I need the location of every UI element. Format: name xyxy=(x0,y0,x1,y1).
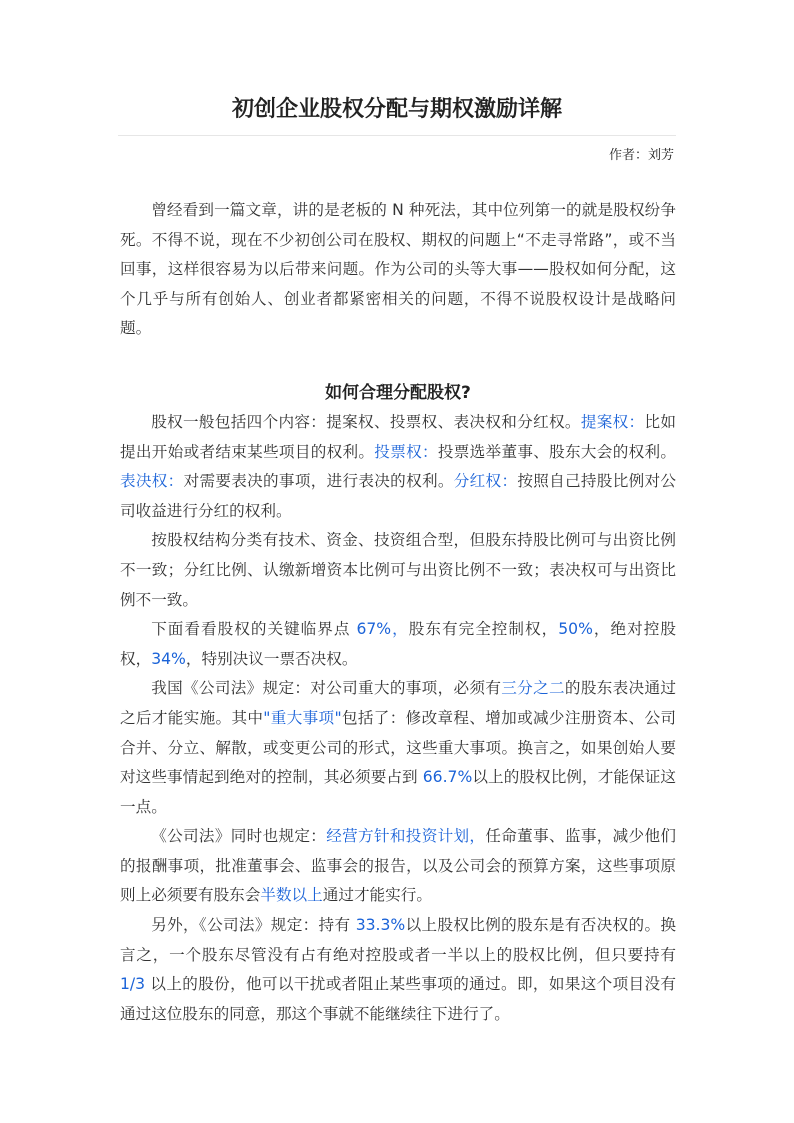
text-run: 按照自己持股比例对公司收益进行分红的权利。 xyxy=(120,472,676,520)
highlighted-term: 三分之二 xyxy=(501,679,565,698)
text-run: 任命董事、监事，减少他们的报酬事项，批准董事会、监事会的报告，以及公司会的预算方案，这些事项原则上必须要有股东会 xyxy=(120,827,676,905)
body-paragraph xyxy=(120,911,676,1029)
body-paragraph xyxy=(120,408,676,526)
highlighted-term: 经营方针和投资计划， xyxy=(326,827,486,846)
text-run: ，绝对控股权， xyxy=(120,620,676,668)
highlighted-term: 66.7% xyxy=(422,768,473,787)
highlighted-term: 提案权： xyxy=(580,412,645,431)
body-paragraph xyxy=(120,526,676,615)
text-run: 以上的股份，他可以干扰或者阻止某些事项的通过。即，如果这个项目没有通过这位股东的同意，那这个事就不能继续往下进行了。 xyxy=(120,975,676,1023)
document-title: 初创企业股权分配与期权激励详解 xyxy=(231,97,562,122)
highlighted-term: 半数以上 xyxy=(260,886,323,905)
text-run: 包括了：修改章程、增加或减少注册资本、公司合并、分立、解散，或变更公司的形式，这些重大事项。换言之，如果创始人要对这些事情起到绝对的控制，其必须要占到 xyxy=(120,708,676,787)
highlighted-term: 1/3 xyxy=(120,975,146,994)
highlighted-term: 50% xyxy=(558,620,593,639)
highlighted-term: 67%， xyxy=(356,620,409,639)
text-run: 《公司法》同时也规定： xyxy=(151,827,327,846)
title-divider xyxy=(118,135,676,136)
text-run: ，特别决议一票否决权。 xyxy=(185,649,358,668)
text-run: 按股权结构分类有技术、资金、技资组合型，但股东持股比例可与出资比例不一致；分红比例、认缴新增资本比例可与出资比例不一致；表决权可与出资比例不一致。 xyxy=(120,531,676,609)
text-run: 股东有完全控制权， xyxy=(408,620,559,639)
section-paragraphs xyxy=(120,408,676,1029)
text-run: 下面看看股权的关键临界点 xyxy=(151,620,357,639)
text-run: 以上的股权比例，才能保证这一点。 xyxy=(120,768,676,816)
highlighted-term: 表决权： xyxy=(120,472,184,491)
body-paragraph xyxy=(120,674,676,822)
text-run: 的股东表决通过之后才能实施。其中 xyxy=(120,679,676,727)
text-run: 股权一般包括四个内容：提案权、投票权、表决权和分红权。 xyxy=(151,412,581,431)
text-run: 对需要表决的事项，进行表决的权利。 xyxy=(183,472,454,491)
text-run: 曾经看到一篇文章，讲的是老板的 N 种死法，其中位列第一的就是股权纷争死。不得不说，现在不少初创公司在股权、期权的问题上“不走寻常路”，或不当回事，这样很容易为以后带来问题。作为公司的头等大事——股权如何分配，这个几乎与所有创始人、创业者都紧密相关的问题，不得不说股权设计是战略问题。 xyxy=(120,201,676,338)
highlighted-term: 投票权： xyxy=(374,442,438,461)
author-line: 作者：刘芳 xyxy=(608,148,674,163)
body-paragraph xyxy=(120,822,676,911)
highlighted-term: 34% xyxy=(151,649,186,668)
highlighted-term: "重大事项" xyxy=(263,708,342,727)
text-run: 通过才能实行。 xyxy=(322,886,432,905)
text-run: 以上股权比例的股东是有否决权的。换言之，一个股东尽管没有占有绝对控股或者一半以上的股权比例，但只要持有 xyxy=(120,916,676,964)
text-run: 投票选举董事、股东大会的权利。 xyxy=(437,442,676,461)
document-body xyxy=(120,196,676,1029)
text-run: 我国《公司法》规定：对公司重大的事项，必须有 xyxy=(151,679,502,698)
highlighted-term: 分红权： xyxy=(453,472,518,491)
intro-paragraph xyxy=(120,196,676,344)
body-paragraph xyxy=(120,615,676,674)
section-heading: 如何合理分配股权? xyxy=(325,382,471,403)
text-run: 另外，《公司法》规定：持有 xyxy=(151,916,356,935)
text-run: 比如提出开始或者结束某些项目的权利。 xyxy=(120,412,676,461)
highlighted-term: 33.3% xyxy=(355,916,406,935)
